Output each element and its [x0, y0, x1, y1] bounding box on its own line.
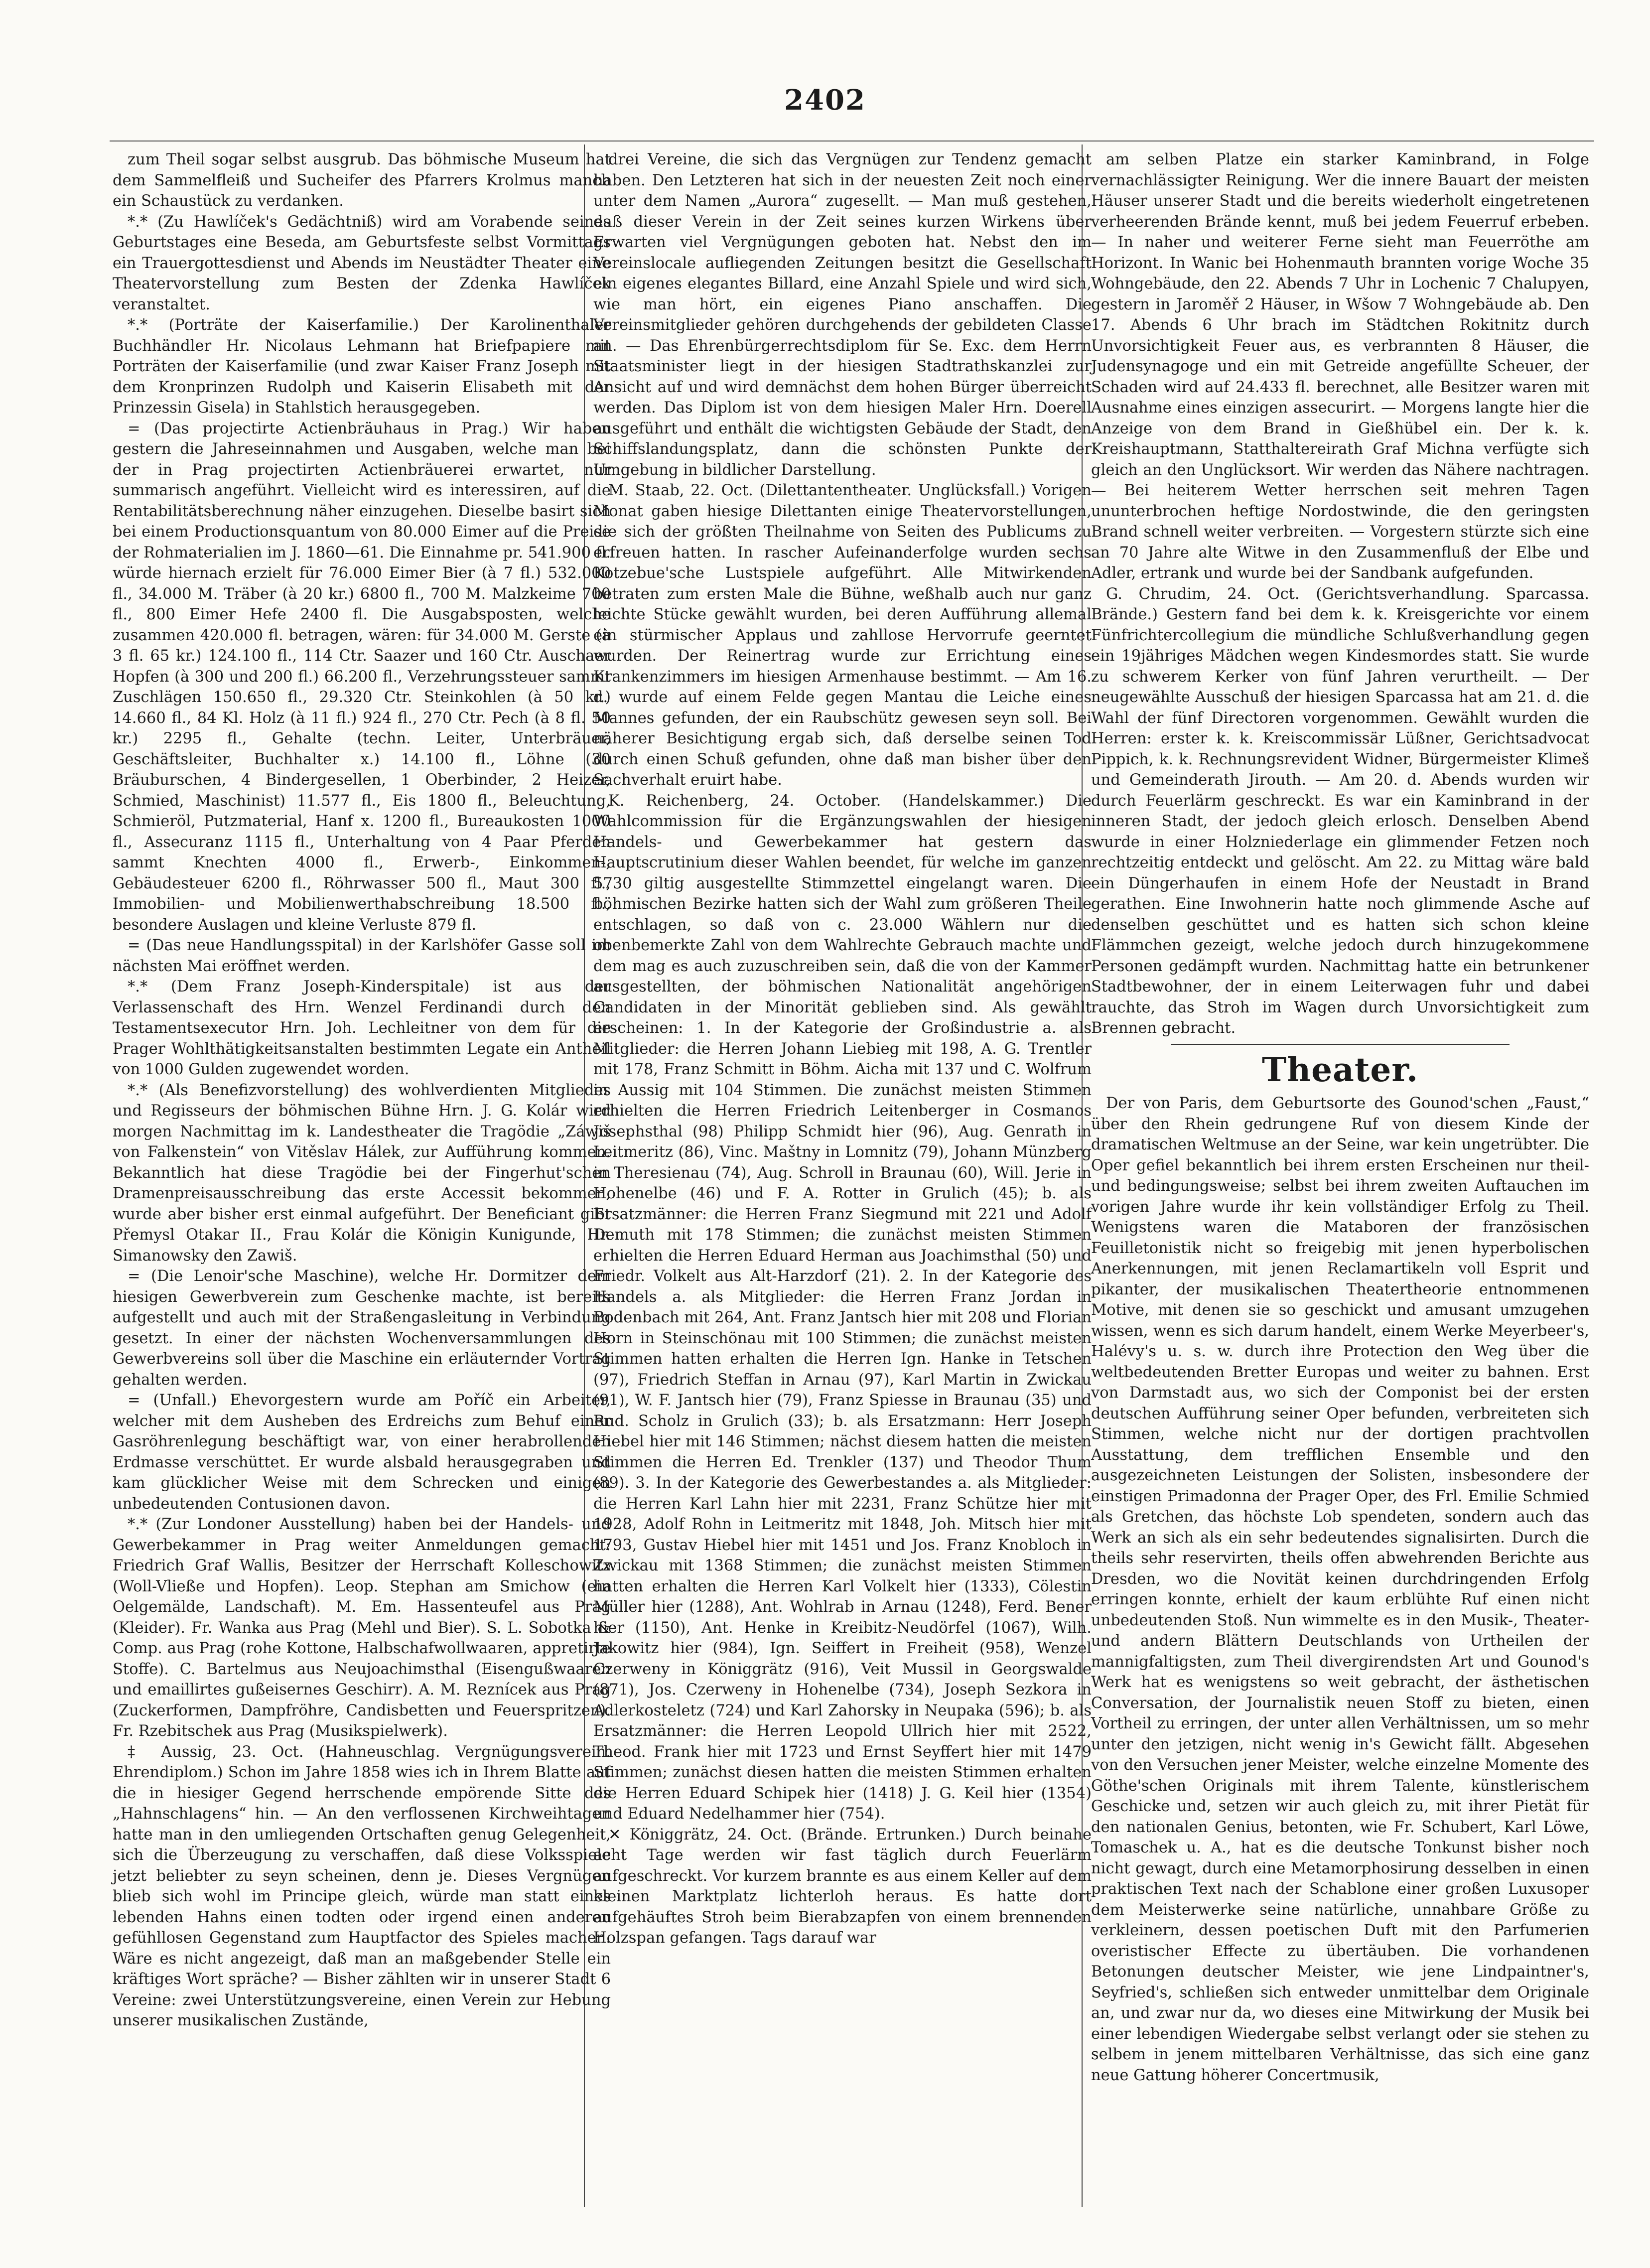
section-separator [1171, 1044, 1510, 1045]
column-2 [593, 149, 1092, 1949]
header-rule [110, 141, 1594, 142]
article-paragraph: = (Unfall.) Ehevorgestern wurde am Poříč ein Arbeiter, welcher mit dem Ausheben des Erdreichs zum Behuf einer Gasröhrenlegung beschäftigt war, von einer herabrollenden Erdmasse verschüttet. Er wurde alsbald herausgegraben und kam glücklicher Weise mit dem Schrecken und einigen unbedeutenden Contusionen davon. [113, 1392, 611, 1513]
article-paragraph: *.* (Dem Franz Joseph-Kinderspitale) ist aus der Verlassenschaft des Hrn. Wenzel Ferdinandi durch den Testamentsexecutor Hrn. Joh. Lechleitner von dem für die Prager Wohlthätigkeitsanstalten bestimmten Legate ein Antheil von 1000 Gulden zugewendet worden. [113, 978, 611, 1078]
article-paragraph: K. Reichenberg, 24. October. (Handelskammer.) Die Wahlcommission für die Ergänzungswahlen der hiesigen Handels- und Gewerbekammer hat gestern das Hauptscrutinium dieser Wahlen beendet, für welche im ganzen 5730 giltig ausgestellte Stimmzettel eingelangt waren. Die böhmischen Bezirke hatten sich der Wahl zum größeren Theile entschlagen, so daß von c. 23.000 Wählern nur die obenbemerkte Zahl von dem Wahlrechte Gebrauch machte und dem mag es auch zuzuschreiben sein, daß die von der Kammer ausgestellten, der böhmischen Nationalität angehörigen Candidaten in der Minorität geblieben sind. Als gewählt erscheinen: 1. In der Kategorie der Großindustrie a. als Mitglieder: die Herren Johann Liebieg mit 198, A. G. Trentler mit 178, Franz Schmitt in Böhm. Aicha mit 137 und C. Wolfrum in Aussig mit 104 Stimmen. Die zunächst meisten Stimmen erhielten die Herren Friedrich Leitenberger in Cosmanos Josephsthal (98) Philipp Schmidt hier (96), Aug. Genrath in Leitmeritz (86), Vinc. Maštny in Lomnitz (79), Johann Münzberg in Theresienau (74), Aug. Schroll in Braunau (60), Will. Jerie in Hohenelbe (46) und F. A. Rotter in Grulich (45); b. als Ersatzmänner: die Herren Franz Siegmund mit 221 und Adolf Demuth mit 178 Stimmen; die zunächst meisten Stimmen erhielten die Herren Eduard Herman aus Joachimsthal (50) und Friedr. Volkelt aus Alt-Harzdorf (21). 2. In der Kategorie des Handels a. als Mitglieder: die Herren Franz Jordan in Bodenbach mit 264, Ant. Franz Jantsch hier mit 208 und Florian Horn in Steinschönau mit 100 Stimmen; die zunächst meisten Stimmen hatten erhalten die Herren Ign. Hanke in Tetschen (97), Friedrich Steffan in Arnau (97), Karl Martin in Zwickau (91), W. F. Jantsch hier (79), Franz Spiesse in Braunau (35) und Rud. Scholz in Grulich (33); b. als Ersatzmann: Herr Joseph Hiebel hier mit 146 Stimmen; nächst diesem hatten die meisten Stimmen die Herren Ed. Trenkler (137) und Theodor Thum (89). 3. In der Kategorie des Gewerbestandes a. als Mitglieder: die Herren Karl Lahn hier mit 2231, Franz Schütze hier mit 1928, Adolf Rohn in Leitmeritz mit 1848, Joh. Mitsch hier mit 1793, Gustav Hiebel hier mit 1451 und Jos. Franz Knobloch in Zwickau mit 1368 Stimmen; die zunächst meisten Stimmen hatten erhalten die Herren Karl Volkelt hier (1333), Cölestin Müller hier (1288), Ant. Wohlrab in Arnau (1248), Ferd. Bener hier (1150), Ant. Henke in Kreibitz-Neudörfel (1067), Wilh. Jakowitz hier (984), Ign. Seiffert in Freiheit (958), Wenzel Czerweny in Königgrätz (916), Veit Mussil in Georgswalde (871), Jos. Czerweny in Hohenelbe (734), Joseph Sezkora in Adlerkosteletz (724) und Karl Zahorsky in Neupaka (596); b. als Ersatzmänner: die Herren Leopold Ullrich hier mit 2522, Theod. Frank hier mit 1723 und Ernst Seyffert hier mit 1479 Stimmen; zunächst diesen hatten die meisten Stimmen erhalten die Herren Eduard Schipek hier (1418) J. G. Keil hier (1354) und Eduard Nedelhammer hier (754). [593, 792, 1092, 1823]
theater-paragraph: Der von Paris, dem Geburtsorte des Gounod'schen „Faust,“ über den Rhein gedrungene Ruf von diesem Kinde der dramatischen Weltmuse an der Seine, war kein ungetrübter. Die Oper gefiel bekanntlich bei ihrem ersten Erscheinen nur theil- und bedingungsweise; selbst bei ihrem zweiten Auftauchen im vorigen Jahre wurde ihr kein vollständiger Erfolg zu Theil. Wenigstens waren die Mataboren der französischen Feuilletonistik nicht so freigebig mit jenen hyperbolischen Anerkennungen, mit jenen Reclamartikeln voll Esprit und pikanter, der musikalischen Theatertheorie entnommenen Motive, mit denen sie so geschickt und amusant umzugehen wissen, wenn es sich darum handelt, einem Werke Meyerbeer's, Halévy's u. s. w. durch ihre Protection den Weg über die weltbedeutenden Bretter Europas und weiter zu bahnen. Erst von Darmstadt aus, wo sich der Componist bei der ersten deutschen Aufführung seiner Oper befunden, verbreiteten sich Stimmen, welche nicht nur der dortigen prachtvollen Ausstattung, dem trefflichen Ensemble und den ausgezeichneten Leistungen der Solisten, insbesondere der einstigen Primadonna der Prager Oper, des Frl. Emilie Schmied als Gretchen, das höchste Lob spendeten, sondern auch das Werk an sich als ein sehr bedeutendes signalisirten. Durch die theils sehr reservirten, theils offen abwehrenden Berichte aus Dresden, wo die Novität keinen durchdringenden Erfolg erringen konnte, erhielt der kaum erblühte Ruf einen nicht unbedeutenden Stoß. Nun wimmelte es in den Musik-, Theater- und andern Blättern Deutschlands von Urtheilen der mannigfaltigsten, zum Theil divergirendsten Art und Gounod's Werk hat es wenigstens so weit gebracht, der ästhetischen Conversation, der Journalistik neuen Stoff zu bieten, einen Vortheil zu erringen, der unter allen Verhältnissen, um so mehr unter den jetzigen, nicht wenig in's Gewicht fällt. Abgesehen von den Versuchen jener Meister, welche einzelne Momente des Göthe'schen Originals mit ihrem Talente, künstlerischem Geschicke und, setzen wir auch gleich zu, mit ihrer Pietät für den nationalen Genius, betonten, wie Fr. Schubert, Karl Löwe, Tomaschek u. A., hat es die deutsche Tonkunst bisher noch nicht gewagt, durch eine Metamorphosirung desselben in einen praktischen Text nach der Schablone einer großen Luxusoper dem Meisterwerke seine natürliche, unnahbare Größe zu verkleinern, dessen poetischen Duft mit den Parfumerien overistischer Effecte zu übertäuben. Die vorhandenen Betonungen deutscher Meister, wie jene Lindpaintner's, Seyfried's, schließen sich entweder unmittelbar dem Originale an, und zwar nur da, wo dieses eine Mitwirkung der Musik bei einer lebendigen Wiedergabe selbst verlangt oder sie stehen zu selbem in jenem mittelbaren Verhältnisse, das sich eine ganz neue Gattung höherer Concertmusik, [1091, 1095, 1589, 2084]
column-1 [113, 149, 611, 2031]
article-paragraph: = (Das neue Handlungsspital) in der Karlshöfer Gasse soll im nächsten Mai eröffnet werden. [113, 937, 611, 975]
article-paragraph: = (Das projectirte Actienbräuhaus in Prag.) Wir haben gestern die Jahreseinnahmen und Ausgaben, welche man bei der in Prag projectirten Actienbräuerei erwartet, nur summarisch angeführt. Vielleicht wird es interessiren, auf die Rentabilitätsberechnung näher einzugehen. Dieselbe basirt sich bei einem Productionsquantum von 80.000 Eimer auf die Preise der Rohmaterialien im J. 1860—61. Die Einnahme pr. 541.900 fl. würde hiernach erzielt für 76.000 Eimer Bier (à 7 fl.) 532.000 fl., 34.000 M. Träber (à 20 kr.) 6800 fl., 700 M. Malzkeime 700 fl., 800 Eimer Hefe 2400 fl. Die Ausgabsposten, welche zusammen 420.000 fl. betragen, wären: für 34.000 M. Gerste (à 3 fl. 65 kr.) 124.100 fl., 114 Ctr. Saazer und 160 Ctr. Auschaer Hopfen (à 300 und 200 fl.) 66.200 fl., Verzehrungssteuer sammt Zuschlägen 150.650 fl., 29.320 Ctr. Steinkohlen (à 50 kr.) 14.660 fl., 84 Kl. Holz (à 11 fl.) 924 fl., 270 Ctr. Pech (à 8 fl. 50 kr.) 2295 fl., Gehalte (techn. Leiter, Unterbräuer, Geschäftsleiter, Buchhalter x.) 14.100 fl., Löhne (30 Bräuburschen, 4 Bindergesellen, 1 Oberbinder, 2 Heizer, Schmied, Maschinist) 11.577 fl., Eis 1800 fl., Beleuchtung, Schmieröl, Putzmaterial, Hanf x. 1200 fl., Bureaukosten 1000 fl., Assecuranz 1115 fl., Unterhaltung von 4 Paar Pferden sammt Knechten 4000 fl., Erwerb-, Einkommen-, Gebäudesteuer 6200 fl., Röhrwasser 500 fl., Maut 300 fl., Immobilien- und Mobilienwerthabschreibung 18.500 fl., besondere Auslagen und kleine Verluste 879 fl. [113, 420, 611, 934]
article-paragraph: ✕ Königgrätz, 24. Oct. (Brände. Ertrunken.) Durch beinahe acht Tage werden wir fast täglich durch Feuerlärm aufgeschreckt. Vor kurzem brannte es aus einem Keller auf dem kleinen Marktplatz lichterloh heraus. Es hatte dort aufgehäuftes Stroh beim Bierabzapfen von einem brennenden Holzspan gefangen. Tags darauf war [593, 1826, 1092, 1947]
article-paragraph: *.* (Als Benefizvorstellung) des wohlverdienten Mitgliedes und Regisseurs der böhmischen Bühne Hrn. J. G. Kolár wird morgen Nachmittag im k. Landestheater die Tragödie „Záwiš von Falkenstein“ von Vitěslav Hálek, zur Aufführung kommen. Bekanntlich hat diese Tragödie bei der Fingerhut'schen Dramenpreisausschreibung das erste Accessit bekommen, wurde aber bisher erst einmal aufgeführt. Der Beneficiant gibt Přemysl Otakar II., Frau Kolár die Königin Kunigunde, Hr. Simanowsky den Zawiš. [113, 1081, 611, 1265]
article-paragraph: M. Staab, 22. Oct. (Dilettantentheater. Unglücksfall.) Vorigen Monat gaben hiesige Dilettanten einige Theatervorstellungen, die sich der größten Theilnahme von Seiten des Publicums zu erfreuen hatten. In rascher Aufeinanderfolge wurden sechs Kotzebue'sche Lustspiele aufgeführt. Alle Mitwirkenden betraten zum ersten Male die Bühne, weßhalb auch nur ganz leichte Stücke gewählt wurden, bei deren Aufführung allemal ein stürmischer Applaus und zahllose Hervorrufe geerntet wurden. Der Reinertrag wurde zur Errichtung eines Krankenzimmers im hiesigen Armenhause bestimmt. — Am 16. d. wurde auf einem Felde gegen Mantau die Leiche eines Mannes gefunden, der ein Raubschütz gewesen seyn soll. Bei näherer Besichtigung ergab sich, daß derselbe seinen Tod durch einen Schuß gefunden, ohne daß man bisher über den Sachverhalt eruirt habe. [593, 482, 1092, 789]
article-paragraph: G. Chrudim, 24. Oct. (Gerichtsverhandlung. Sparcassa. Brände.) Gestern fand bei dem k. k. Kreisgerichte vor einem Fünfrichtercollegium die mündliche Schlußverhandlung gegen ein 19jähriges Mädchen wegen Kindesmordes statt. Sie wurde zu schwerem Kerker von fünf Jahren verurtheilt. — Der neugewählte Ausschuß der hiesigen Sparcassa hat am 21. d. die Wahl der fünf Directoren vorgenommen. Gewählt wurden die Herren: erster k. k. Kreiscommissär Lüßner, Gerichtsadvocat Pippich, k. k. Rechnungsrevident Widner, Bürgermeister Klimeš und Gemeinderath Jirouth. — Am 20. d. Abends wurden wir durch Feuerlärm geschreckt. Es war ein Kaminbrand in der inneren Stadt, der jedoch gleich erlosch. Denselben Abend wurde in einer Holzniederlage ein glimmender Fetzen noch rechtzeitig entdeckt und gelöscht. Am 22. zu Mittag wäre bald ein Düngerhaufen in einem Hofe der Neustadt in Brand gerathen. Eine Inwohnerin hatte noch glimmende Asche auf denselben geschüttet und es hatten sich schon kleine Flämmchen gezeigt, welche jedoch durch hinzugekommene Personen gedämpft wurden. Nachmittag hatte ein betrunkener Stadtbewohner, der in einem Leiterwagen fuhr und dabei rauchte, das Stroh im Wagen durch Unvorsichtigkeit zum Brennen gebracht. [1091, 585, 1589, 1037]
page-number: 2402 [784, 84, 866, 117]
theater-heading: Theater. [1261, 1050, 1419, 1089]
article-paragraph: drei Vereine, die sich das Vergnügen zur Tendenz gemacht haben. Den Letzteren hat sich in der neuesten Zeit noch einer unter dem Namen „Aurora“ zugesellt. — Man muß gestehen, daß dieser Verein in der Zeit seines kurzen Wirkens über Erwarten viel Vergnügungen geboten hat. Nebst den im Vereinslocale aufliegenden Zeitungen besitzt die Gesellschaft ein eigenes elegantes Billard, eine Anzahl Spiele und wird sich, wie man hört, ein eigenes Piano anschaffen. Die Vereinsmitglieder gehören durchgehends der gebildeten Classe an. — Das Ehrenbürgerrechtsdiplom für Se. Exc. dem Herrn Staatsminister liegt in der hiesigen Stadtrathskanzlei zur Ansicht auf und wird demnächst dem hohen Bürger überreicht werden. Das Diplom ist von dem hiesigen Maler Hrn. Doerell ausgeführt und enthält die wichtigsten Gebäude der Stadt, den Schiffslandungsplatz, dann die schönsten Punkte der Umgebung in bildlicher Darstellung. [593, 151, 1092, 479]
article-paragraph: *.* (Porträte der Kaiserfamilie.) Der Karolinenthaler Buchhändler Hr. Nicolaus Lehmann hat Briefpapiere mit Porträten der Kaiserfamilie (und zwar Kaiser Franz Joseph mit dem Kronprinzen Rudolph und Kaiserin Elisabeth mit der Prinzessin Gisela) in Stahlstich herausgegeben. [113, 316, 611, 417]
article-paragraph: ‡ Aussig, 23. Oct. (Hahneuschlag. Vergnügungsverein. Ehrendiplom.) Schon im Jahre 1858 wies ich in Ihrem Blatte auf die in hiesiger Gegend herrschende empörende Sitte des „Hahnschlagens“ hin. — An den verflossenen Kirchweihtagen hatte man in den umliegenden Ortschaften genug Gelegenheit, sich die Überzeugung zu verschaffen, daß diese Volksspiele jetzt beliebter zu seyn scheinen, denn je. Dieses Vergnügen blieb sich wohl im Principe gleich, würde man statt eines lebenden Hahns einen todten oder irgend einen anderen gefühllosen Gegenstand zum Hauptfactor des Spieles machen. Wäre es nicht angezeigt, daß man an maßgebender Stelle ein kräftiges Wort spräche? — Bisher zählten wir in unserer Stadt 6 Vereine: zwei Unterstützungsvereine, einen Verein zur Hebung unserer musikalischen Zustände, [113, 1743, 611, 2029]
article-paragraph: = (Die Lenoir'sche Maschine), welche Hr. Dormitzer dem hiesigen Gewerbverein zum Geschenke machte, ist bereits aufgestellt und auch mit der Straßengasleitung in Verbindung gesetzt. In einer der nächsten Wochenversammlungen des Gewerbvereins soll über die Maschine ein erläuternder Vortrag gehalten werden. [113, 1268, 611, 1389]
article-paragraph: zum Theil sogar selbst ausgrub. Das böhmische Museum hat dem Sammelfleiß und Sucheifer des Pfarrers Krolmus manch ein Schaustück zu verdanken. [113, 151, 611, 210]
column-3 [1091, 149, 1589, 2086]
article-paragraph: *.* (Zur Londoner Ausstellung) haben bei der Handels- und Gewerbekammer in Prag weiter Anmeldungen gemacht: Friedrich Graf Wallis, Besitzer der Herrschaft Kolleschowitz (Woll-Vließe und Hopfen). Leop. Stephan am Smichow (ein Oelgemälde, Landschaft). M. Em. Hassenteufel aus Prag (Kleider). Fr. Wanka aus Prag (Mehl und Bier). S. L. Sobotka & Comp. aus Prag (rohe Kottone, Halbschafwollwaaren, appretirte Stoffe). C. Bartelmus aus Neujoachimsthal (Eisengußwaaren und emaillirtes gußeisernes Geschirr). A. M. Reznícek aus Prag (Zuckerformen, Dampfröhre, Candisbetten und Feuerspritzen). Fr. Rzebitschek aus Prag (Musikspielwerk). [113, 1516, 611, 1740]
article-paragraph: am selben Platze ein starker Kaminbrand, in Folge vernachlässigter Reinigung. Wer die innere Bauart der meisten Häuser unserer Stadt und die bereits wiederholt eingetretenen verheerenden Brände kennt, muß bei jedem Feuerruf erbeben. — In naher und weiterer Ferne sieht man Feuerröthe am Horizont. In Wanic bei Hohenmauth brannten vorige Woche 35 Wohngebäude, den 22. Abends 7 Uhr in Lochenic 7 Chalupyen, gestern in Jaroměř 2 Häuser, in Wšow 7 Wohngebäude ab. Den 17. Abends 6 Uhr brach im Städtchen Rokitnitz durch Unvorsichtigkeit Feuer aus, es verbrannten 8 Häuser, die Judensynagoge und ein mit Getreide angefüllte Scheuer, der Schaden wird auf 24.433 fl. berechnet, alle Besitzer waren mit Ausnahme eines einzigen assecurirt. — Morgens langte hier die Anzeige von dem Brand in Gießhübel ein. Der k. k. Kreishauptmann, Statthaltereirath Graf Michna verfügte sich gleich an den Unglücksort. Wir werden das Nähere nachtragen. — Bei heiterem Wetter herrschen seit mehren Tagen ununterbrochen heftige Nordostwinde, die den geringsten Brand schnell weiter verbreiten. — Vorgestern stürzte sich eine an 70 Jahre alte Witwe in den Zusammenfluß der Elbe und Adler, ertrank und wurde bei der Sandbank aufgefunden. [1091, 151, 1589, 582]
article-paragraph: *.* (Zu Hawlíček's Gedächtniß) wird am Vorabende seines Geburtstages eine Beseda, am Geburtsfeste selbst Vormittags ein Trauergottesdienst und Abends im Neustädter Theater eine Theatervorstellung zum Besten der Zdenka Hawlíček veranstaltet. [113, 213, 611, 313]
